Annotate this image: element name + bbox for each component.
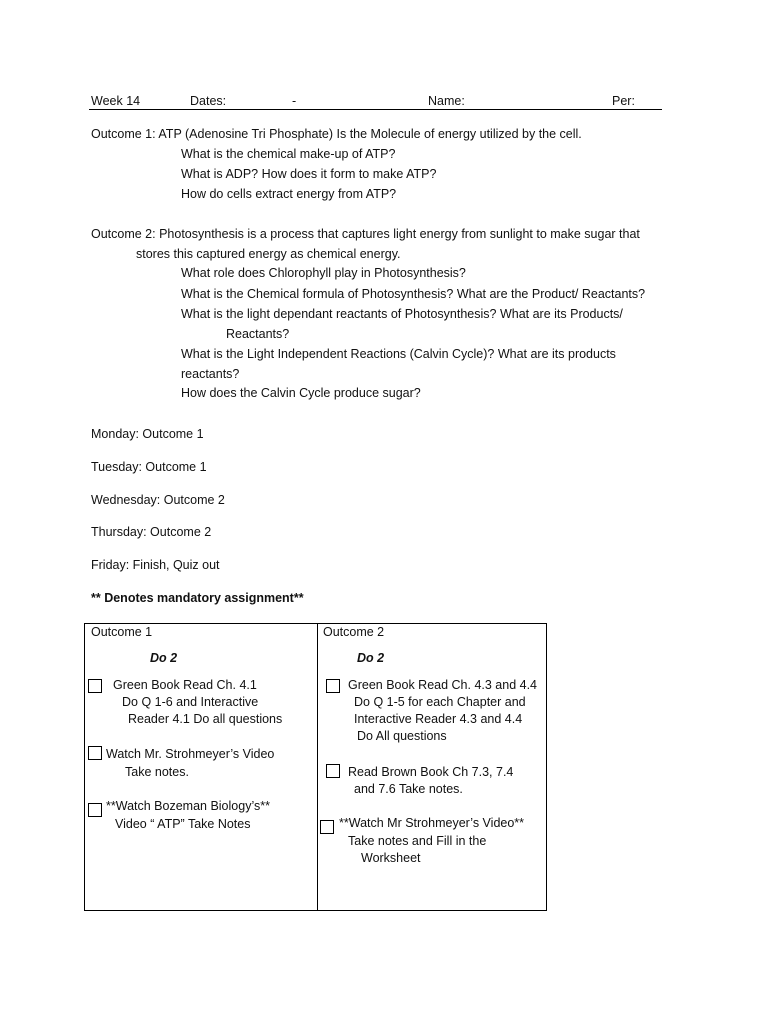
outcome1-title: Outcome 1: ATP (Adenosine Tri Phosphate) Is the Molecule of energy utilized by the cell. <box>91 127 582 141</box>
col2-do-count: Do 2 <box>357 651 385 665</box>
name-label: Name: <box>428 94 465 108</box>
outcome2-question-4-cont: reactants? <box>181 367 240 381</box>
col1-task1-line2: Do Q 1-6 and Interactive <box>122 695 259 709</box>
outcome2-question-2: What is the Chemical formula of Photosynthesis? What are the Product/ Reactants? <box>181 287 646 301</box>
col1-header: Outcome 1 <box>91 625 153 639</box>
col2-task1-line4: Do All questions <box>357 729 447 743</box>
header-underline <box>89 109 662 110</box>
outcome1-question-2: What is ADP? How does it form to make ATP? <box>181 167 437 181</box>
outcome2-question-3: What is the light dependant reactants of Photosynthesis? What are its Products/ <box>181 307 623 321</box>
schedule-monday: Monday: Outcome 1 <box>91 427 204 441</box>
table-column-divider <box>317 624 318 910</box>
schedule-friday: Friday: Finish, Quiz out <box>91 558 220 572</box>
dates-label: Dates: <box>190 94 227 108</box>
col1-task3-checkbox[interactable] <box>88 803 102 817</box>
outcome2-question-3-cont: Reactants? <box>226 327 290 341</box>
outcome2-question-1: What role does Chlorophyll play in Photosynthesis? <box>181 266 466 280</box>
week-label: Week 14 <box>91 94 141 108</box>
col1-task3-line2: Video “ ATP” Take Notes <box>115 817 251 831</box>
col2-task1-line1: Green Book Read Ch. 4.3 and 4.4 <box>348 678 538 692</box>
dates-dash: - <box>292 94 297 108</box>
col1-task3-line1: **Watch Bozeman Biology’s** <box>106 799 270 813</box>
col1-task1-checkbox[interactable] <box>88 679 102 693</box>
col2-header: Outcome 2 <box>323 625 385 639</box>
col1-task2-line2: Take notes. <box>125 765 189 779</box>
col2-task3-line3: Worksheet <box>361 851 421 865</box>
col1-task2-line1: Watch Mr. Strohmeyer’s Video <box>106 747 275 761</box>
assignment-table <box>84 623 547 911</box>
col2-task3-checkbox[interactable] <box>320 820 334 834</box>
schedule-tuesday: Tuesday: Outcome 1 <box>91 460 207 474</box>
col2-task2-line1: Read Brown Book Ch 7.3, 7.4 <box>348 765 514 779</box>
col2-task2-checkbox[interactable] <box>326 764 340 778</box>
col2-task1-line3: Interactive Reader 4.3 and 4.4 <box>354 712 523 726</box>
outcome2-question-4: What is the Light Independent Reactions (Calvin Cycle)? What are its products <box>181 347 616 361</box>
outcome2-question-5: How does the Calvin Cycle produce sugar? <box>181 386 421 400</box>
col1-task2-checkbox[interactable] <box>88 746 102 760</box>
col2-task1-line2: Do Q 1-5 for each Chapter and <box>354 695 526 709</box>
col2-task1-checkbox[interactable] <box>326 679 340 693</box>
period-label: Per: <box>612 94 635 108</box>
schedule-thursday: Thursday: Outcome 2 <box>91 525 212 539</box>
col1-task1-line3: Reader 4.1 Do all questions <box>128 712 283 726</box>
outcome1-question-1: What is the chemical make-up of ATP? <box>181 147 396 161</box>
outcome1-question-3: How do cells extract energy from ATP? <box>181 187 397 201</box>
col2-task3-line2: Take notes and Fill in the <box>348 834 487 848</box>
col1-task1-line1: Green Book Read Ch. 4.1 <box>113 678 257 692</box>
col1-do-count: Do 2 <box>150 651 178 665</box>
outcome2-title-line1: Outcome 2: Photosynthesis is a process that captures light energy from sunlight to make sugar that <box>91 227 640 241</box>
col2-task2-line2: and 7.6 Take notes. <box>354 782 463 796</box>
col2-task3-line1: **Watch Mr Strohmeyer’s Video** <box>339 816 525 830</box>
schedule-wednesday: Wednesday: Outcome 2 <box>91 493 225 507</box>
outcome2-title-line2: stores this captured energy as chemical energy. <box>136 247 401 261</box>
mandatory-note: ** Denotes mandatory assignment** <box>91 591 304 605</box>
